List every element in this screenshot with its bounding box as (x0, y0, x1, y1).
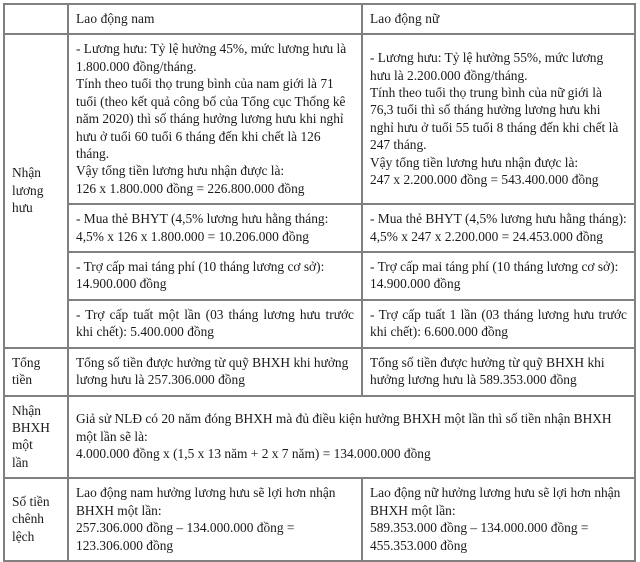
row-label-line: một (12, 437, 33, 453)
cell-female-tong-tien (362, 348, 635, 396)
row-label-line: Tổng (12, 354, 41, 370)
cell-paragraph: Lao động nam hưởng lương hưu sẽ lợi hơn nhận BHXH một lần: (76, 485, 336, 518)
cell-paragraph: Vậy tổng tiền lương hưu nhận được là: (370, 154, 579, 170)
row-label-line: BHXH (12, 420, 50, 436)
cell-merged-nhan-bhxh-mot-lan (68, 396, 635, 479)
cell-paragraph: - Lương hưu: Tỷ lệ hưởng 55%, mức lương hưu là 2.200.000 đồng/tháng. (370, 50, 604, 83)
cell-female-mua-the-bhyt (362, 204, 635, 252)
comparison-table (3, 3, 636, 562)
row-label-so-tien-chenh-lech (4, 478, 68, 561)
table-row (4, 204, 635, 252)
cell-paragraph: Tổng số tiền được hưởng từ quỹ BHXH khi hưởng lương hưu là 589.353.000 đồng (370, 354, 605, 388)
column-header-female: Lao động nữ (362, 4, 635, 34)
cell-paragraph: 4.000.000 đồng x (1,5 x 13 năm + 2 x 7 năm) = 134.000.000 đồng (76, 446, 431, 462)
table-row (4, 300, 635, 348)
table-header-row (4, 4, 635, 34)
cell-paragraph: Tính theo tuổi thọ trung bình của nam giới là 71 tuổi (theo kết quả công bố của Tổng cục Thống kê năm 2020) thì số tháng hưởng lương hưu khi nghỉ hưu ở tuổi 60 tuổi 6 tháng đến khi chết là 126 tháng. (76, 76, 346, 161)
row-label-line: hưu (12, 200, 33, 216)
row-label-line: lương (12, 182, 44, 198)
row-label-line: lệch (12, 528, 35, 544)
table-row (4, 252, 635, 300)
cell-male-mai-tang-phi (68, 252, 362, 300)
row-label-line: lần (12, 454, 29, 470)
cell-paragraph: 589.353.000 đồng – 134.000.000 đồng = 455.353.000 đồng (370, 520, 589, 553)
cell-female-tro-cap-tuat (362, 300, 635, 348)
cell-female-mai-tang-phi (362, 252, 635, 300)
cell-paragraph: Giả sử NLĐ có 20 năm đóng BHXH mà đủ điều kiện hưởng BHXH một lần thì số tiền nhận BHXH một lần sẽ là: (76, 411, 612, 444)
row-label-line: chênh (12, 511, 44, 527)
cell-paragraph: 247 x 2.200.000 đồng = 543.400.000 đồng (370, 172, 599, 188)
row-label-tong-tien (4, 348, 68, 396)
cell-paragraph: - Trợ cấp tuất một lần (03 tháng lương hưu trước khi chết): 5.400.000 đồng (76, 306, 354, 340)
table-row (4, 348, 635, 396)
cell-male-tong-tien (68, 348, 362, 396)
table-row (4, 478, 635, 561)
cell-paragraph: - Lương hưu: Tỷ lệ hưởng 45%, mức lương hưu là 1.800.000 đồng/tháng. (76, 41, 347, 74)
cell-male-tro-cap-tuat (68, 300, 362, 348)
cell-paragraph: 126 x 1.800.000 đồng = 226.800.000 đồng (76, 180, 305, 196)
cell-female-luong-huu (362, 34, 635, 204)
cell-paragraph: - Trợ cấp mai táng phí (10 tháng lương cơ sở): 14.900.000 đồng (370, 259, 619, 292)
row-label-line: Nhận (12, 402, 42, 418)
cell-paragraph: 257.306.000 đồng – 134.000.000 đồng = 123.306.000 đồng (76, 520, 295, 553)
row-label-nhan-luong-huu (4, 34, 68, 347)
cell-paragraph: Vậy tổng tiền lương hưu nhận được là: (76, 163, 285, 179)
table-row (4, 396, 635, 479)
cell-female-chenh-lech (362, 478, 635, 561)
cell-male-mua-the-bhyt (68, 204, 362, 252)
row-label-line: Số tiền (12, 493, 50, 509)
cell-male-chenh-lech (68, 478, 362, 561)
table-row (4, 34, 635, 204)
row-label-line: Nhận (12, 165, 42, 181)
cell-paragraph: - Mua thẻ BHYT (4,5% lương hưu hằng tháng: 4,5% x 126 x 1.800.000 = 10.206.000 đồng (76, 211, 329, 244)
cell-paragraph: Tính theo tuổi thọ trung bình của nữ giới là 76,3 tuổi thì số tháng hưởng lương hưu khi nghỉ hưu ở tuổi 55 tuổi 8 tháng đến khi chết là 247 tháng. (370, 84, 619, 153)
cell-paragraph: - Trợ cấp mai táng phí (10 tháng lương cơ sở): 14.900.000 đồng (76, 259, 325, 292)
cell-paragraph: Lao động nữ hưởng lương hưu sẽ lợi hơn nhận BHXH một lần: (370, 485, 621, 518)
header-corner-blank (4, 4, 68, 34)
row-label-nhan-bhxh-mot-lan (4, 396, 68, 479)
cell-male-luong-huu (68, 34, 362, 204)
cell-paragraph: - Trợ cấp tuất 1 lần (03 tháng lương hưu trước khi chết): 6.600.000 đồng (370, 306, 627, 340)
row-label-line: tiền (12, 372, 33, 388)
column-header-male: Lao động nam (68, 4, 362, 34)
cell-paragraph: - Mua thẻ BHYT (4,5% lương hưu hằng tháng): 4,5% x 247 x 2.200.000 = 24.453.000 đồng (370, 211, 627, 244)
cell-paragraph: Tổng số tiền được hưởng từ quỹ BHXH khi hưởng lương hưu là 257.306.000 đồng (76, 354, 349, 388)
